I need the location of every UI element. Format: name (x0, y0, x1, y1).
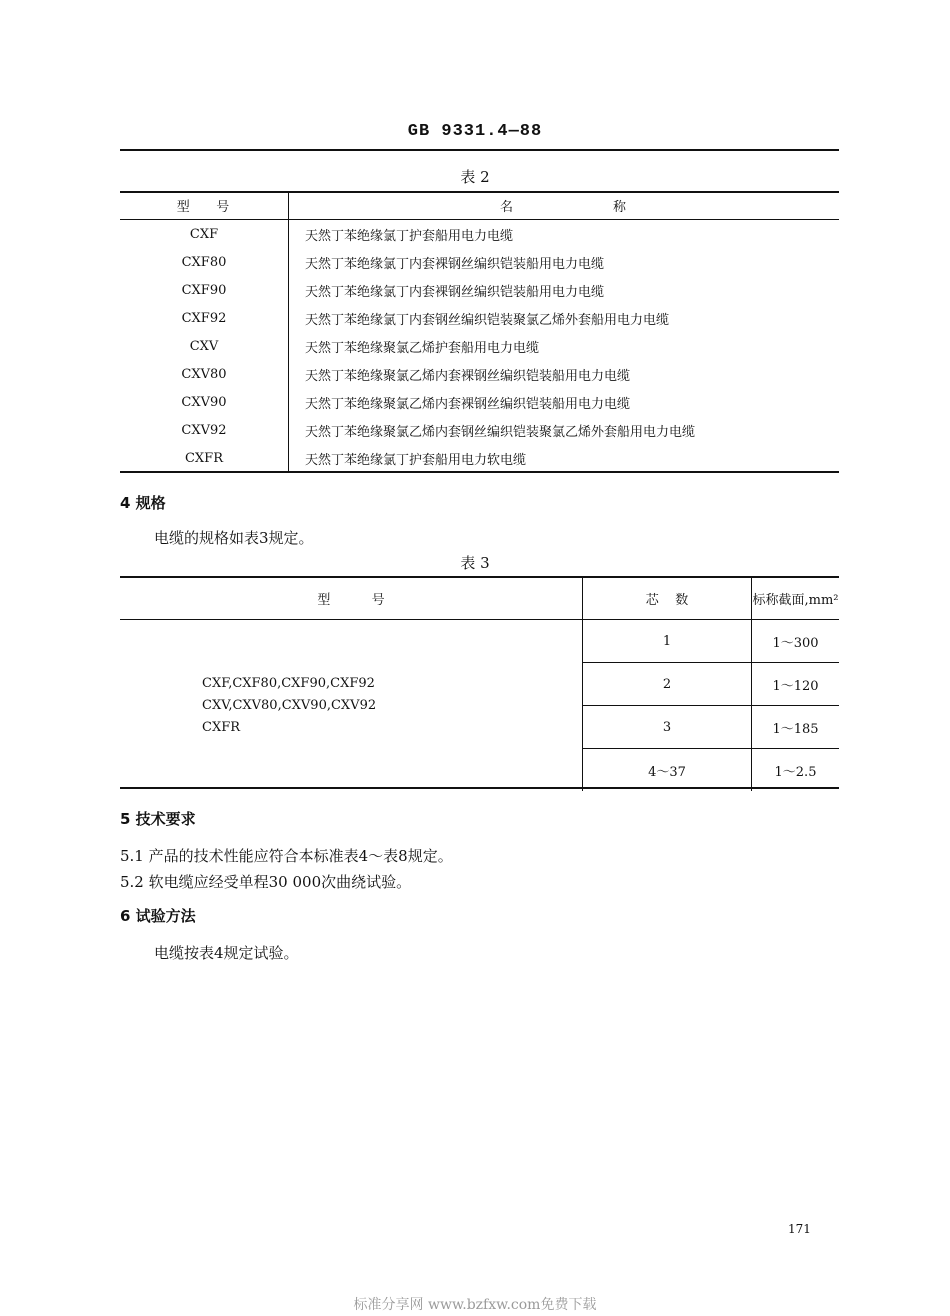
section6-heading: 6 试验方法 (120, 907, 196, 925)
section4-text: 电缆的规格如表3规定。 (154, 529, 314, 547)
model-line: CXFR (202, 719, 241, 735)
table2-header-row (120, 192, 839, 220)
model-cell: CXF92 (120, 304, 289, 332)
model-cell: CXV (120, 332, 289, 360)
table-row (120, 332, 839, 360)
table3-col-model: 型 号 (120, 577, 583, 620)
table-row (120, 220, 839, 249)
name-cell: 天然丁苯绝缘氯丁内套裸钢丝编织铠装船用电力电缆 (305, 256, 605, 272)
cores-cell: 2 (583, 663, 752, 706)
model-line: CXF,CXF80,CXF90,CXF92 (202, 675, 375, 691)
table-row (120, 360, 839, 388)
model-cell: CXF (120, 220, 289, 249)
table-row (120, 304, 839, 332)
area-cell: 1～300 (752, 620, 840, 663)
cores-cell: 3 (583, 706, 752, 749)
name-cell: 天然丁苯绝缘氯丁内套裸钢丝编织铠装船用电力电缆 (305, 284, 605, 300)
name-cell: 天然丁苯绝缘氯丁内套钢丝编织铠装聚氯乙烯外套船用电力电缆 (305, 312, 670, 328)
table-row (120, 248, 839, 276)
table2-caption: 表 2 (460, 168, 490, 186)
cores-cell: 4～37 (583, 749, 752, 792)
name-cell: 天然丁苯绝缘氯丁护套船用电力软电缆 (305, 452, 527, 468)
section6-text: 电缆按表4规定试验。 (154, 944, 299, 962)
name-cell: 天然丁苯绝缘氯丁护套船用电力电缆 (305, 228, 514, 244)
area-cell: 1～185 (752, 706, 840, 749)
table3-col-area: 标称截面,mm² (752, 577, 840, 620)
page-number: 171 (788, 1222, 811, 1236)
clause-5-1: 5.1 产品的技术性能应符合本标准表4～表8规定。 (120, 847, 453, 865)
table2 (120, 192, 839, 472)
table3 (120, 577, 839, 791)
table-row (120, 276, 839, 304)
table3-col-cores: 芯 数 (583, 577, 752, 620)
name-cell: 天然丁苯绝缘聚氯乙烯内套钢丝编织铠装聚氯乙烯外套船用电力电缆 (305, 424, 696, 440)
cores-cell: 1 (583, 620, 752, 663)
table2-bottom-rule (120, 471, 839, 473)
area-cell: 1～120 (752, 663, 840, 706)
watermark: 标准分享网 www.bzfxw.com免费下载 (353, 1297, 597, 1313)
model-cell: CXV90 (120, 388, 289, 416)
table2-col-model: 型 号 (120, 192, 289, 220)
model-line: CXV,CXV80,CXV90,CXV92 (202, 697, 377, 713)
section4-heading: 4 规格 (120, 494, 166, 512)
table3-caption: 表 3 (460, 554, 490, 572)
table2-col-name: 名 称 (289, 192, 840, 220)
model-cell: CXFR (120, 444, 289, 472)
table3-bottom-rule (120, 787, 839, 789)
area-cell: 1～2.5 (774, 764, 817, 780)
name-cell: 天然丁苯绝缘聚氯乙烯内套裸钢丝编织铠装船用电力电缆 (305, 368, 631, 384)
standard-code: GB 9331.4—88 (407, 122, 543, 141)
table-row (120, 388, 839, 416)
model-cell: CXV80 (120, 360, 289, 388)
model-cell: CXF90 (120, 276, 289, 304)
model-group-cell (120, 620, 583, 792)
table-row (120, 416, 839, 444)
table-row (120, 620, 839, 663)
clause-5-2: 5.2 软电缆应经受单程30 000次曲绕试验。 (120, 873, 412, 891)
section5-heading: 5 技术要求 (120, 810, 196, 828)
table-row (120, 444, 839, 472)
table3-header-row (120, 577, 839, 620)
header-rule (120, 149, 839, 151)
model-cell: CXF80 (120, 248, 289, 276)
name-cell: 天然丁苯绝缘聚氯乙烯护套船用电力电缆 (305, 340, 540, 356)
model-cell: CXV92 (120, 416, 289, 444)
name-cell: 天然丁苯绝缘聚氯乙烯内套裸钢丝编织铠装船用电力电缆 (305, 396, 631, 412)
